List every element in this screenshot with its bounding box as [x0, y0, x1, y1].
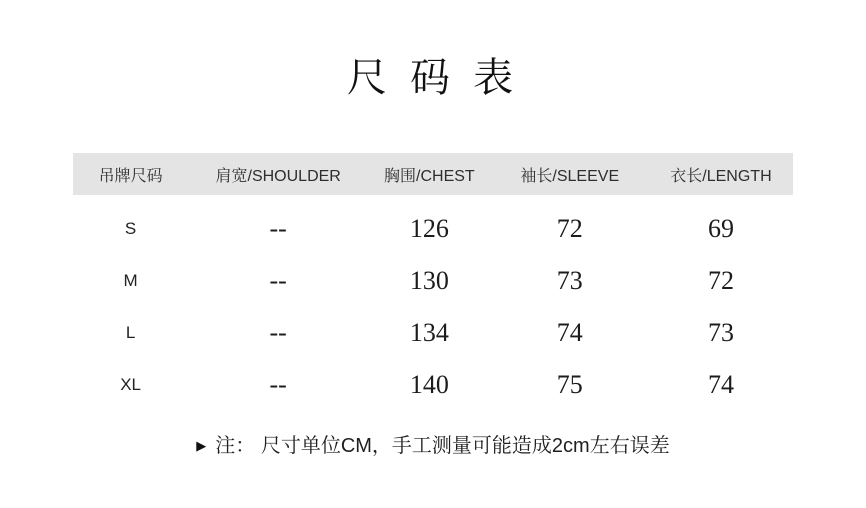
table-row-l	[73, 307, 793, 359]
column-header-length: 衣长/LENGTH	[670, 167, 772, 185]
size-table	[73, 153, 793, 411]
column-header-shoulder: 肩宽/SHOULDER	[215, 167, 341, 185]
table-header-row	[73, 153, 793, 195]
cell-sleeve: 72	[556, 214, 583, 243]
cell-size: S	[124, 219, 137, 238]
cell-size: M	[123, 271, 138, 290]
cell-sleeve: 73	[556, 266, 583, 295]
cell-sleeve: 75	[556, 370, 583, 399]
cell-chest: 130	[409, 266, 449, 295]
cell-shoulder: --	[269, 370, 287, 399]
column-header-chest: 胸围/CHEST	[384, 167, 475, 185]
cell-shoulder: --	[269, 318, 287, 347]
cell-chest: 126	[409, 214, 449, 243]
cell-size: XL	[120, 375, 141, 394]
cell-chest: 134	[409, 318, 449, 347]
table-row-xl	[73, 359, 793, 411]
cell-shoulder: --	[269, 214, 287, 243]
cell-size: L	[125, 323, 136, 342]
cell-length: 72	[707, 266, 734, 295]
cell-shoulder: --	[269, 266, 287, 295]
page-title: 尺 码 表	[346, 56, 520, 100]
cell-length: 74	[707, 370, 734, 399]
column-header-tag-size: 吊牌尺码	[98, 167, 163, 185]
table-row-m	[73, 255, 793, 307]
cell-sleeve: 74	[556, 318, 583, 347]
column-header-sleeve: 袖长/SLEEVE	[520, 167, 620, 185]
cell-chest: 140	[409, 370, 449, 399]
triangle-bullet-icon: ▶	[196, 438, 207, 453]
measurement-note	[0, 429, 866, 458]
table-row-s	[73, 203, 793, 255]
table-body	[73, 195, 793, 411]
cell-length: 73	[707, 318, 734, 347]
note-text: 注： 尺寸单位CM，手工测量可能造成2cm左右误差	[215, 435, 670, 457]
cell-length: 69	[707, 214, 734, 243]
